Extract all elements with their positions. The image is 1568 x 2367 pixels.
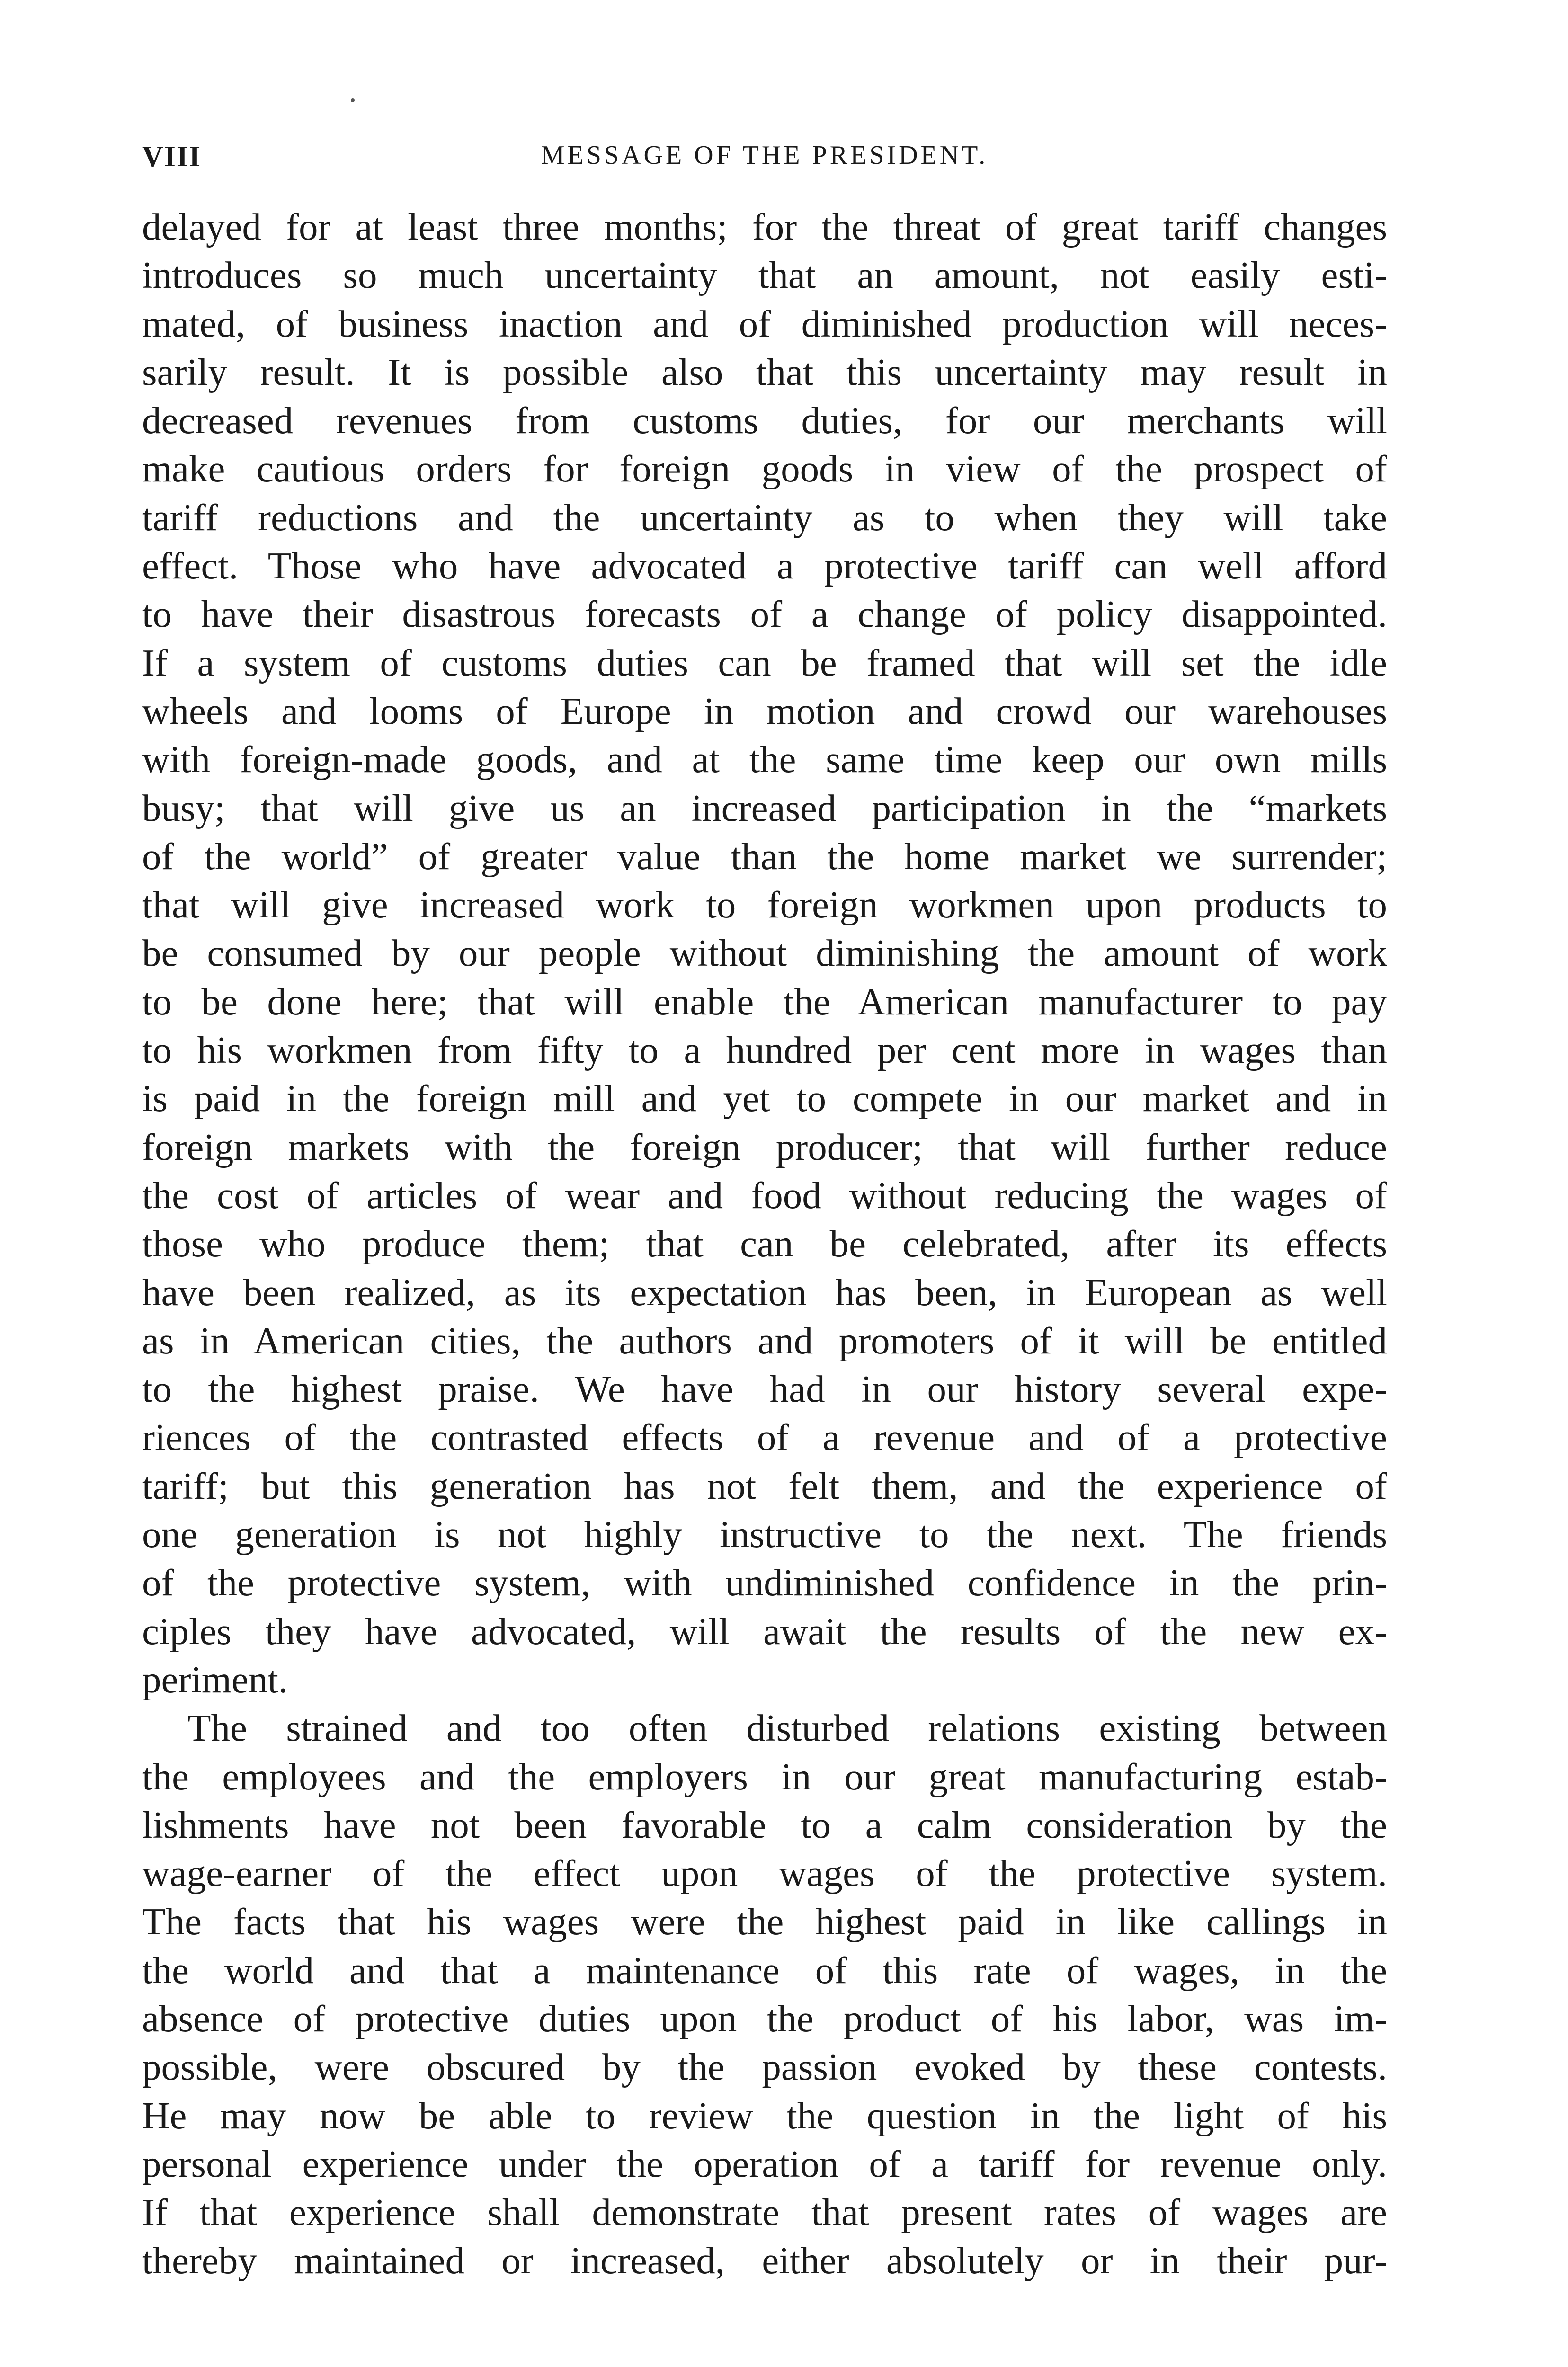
text-line: the employees and the employers in our great manufacturing estab-	[142, 1755, 1387, 1798]
text-line: to have their disastrous forecasts of a change of policy disappointed.	[142, 593, 1387, 636]
text-line: foreign markets with the foreign producer; that will further reduce	[142, 1125, 1387, 1168]
text-line: have been realized, as its expectation has been, in European as well	[142, 1271, 1387, 1314]
body-text	[142, 203, 1387, 2285]
text-line: delayed for at least three months; for the threat of great tariff changes	[142, 205, 1387, 248]
text-line: absence of protective duties upon the product of his labor, was im-	[142, 1997, 1387, 2040]
text-line: wage-earner of the effect upon wages of the protective system.	[142, 1852, 1387, 1895]
page-number: VIII	[142, 141, 202, 173]
running-head: MESSAGE OF THE PRESIDENT.	[541, 141, 989, 170]
text-line: possible, were obscured by the passion evoked by these contests.	[142, 2046, 1387, 2089]
ink-speck	[351, 98, 355, 102]
text-line: ciples they have advocated, will await the results of the new ex-	[142, 1610, 1387, 1653]
text-line: thereby maintained or increased, either absolutely or in their pur-	[142, 2239, 1387, 2282]
text-line: If that experience shall demonstrate that present rates of wages are	[142, 2191, 1387, 2234]
page-header	[142, 140, 1387, 178]
text-line: to the highest praise. We have had in our history several expe-	[142, 1368, 1387, 1411]
text-line: the cost of articles of wear and food without reducing the wages of	[142, 1174, 1387, 1217]
text-line: lishments have not been favorable to a calm consideration by the	[142, 1803, 1387, 1846]
text-line: wheels and looms of Europe in motion and crowd our warehouses	[142, 689, 1387, 732]
text-line: is paid in the foreign mill and yet to compete in our market and in	[142, 1077, 1387, 1120]
text-line: riences of the contrasted effects of a revenue and of a protective	[142, 1416, 1387, 1459]
text-line: be consumed by our people without diminishing the amount of work	[142, 932, 1387, 975]
text-line: If a system of customs duties can be framed that will set the idle	[142, 641, 1387, 684]
text-line: tariff reductions and the uncertainty as to when they will take	[142, 496, 1387, 539]
text-line: busy; that will give us an increased participation in the “markets	[142, 786, 1387, 829]
text-line: with foreign-made goods, and at the same time keep our own mills	[142, 738, 1387, 781]
text-line: of the protective system, with undiminished confidence in the prin-	[142, 1561, 1387, 1604]
text-line: sarily result. It is possible also that this uncertainty may result in	[142, 350, 1387, 393]
text-line: one generation is not highly instructive to the next. The friends	[142, 1513, 1387, 1556]
text-line: that will give increased work to foreign workmen upon products to	[142, 883, 1387, 926]
text-line: mated, of business inaction and of diminished production will neces-	[142, 302, 1387, 345]
text-line: periment.	[142, 1658, 288, 1701]
text-line: of the world” of greater value than the home market we surrender;	[142, 835, 1387, 878]
text-line: as in American cities, the authors and promoters of it will be entitled	[142, 1319, 1387, 1362]
text-line: those who produce them; that can be celebrated, after its effects	[142, 1222, 1387, 1265]
text-line: effect. Those who have advocated a protective tariff can well afford	[142, 544, 1387, 587]
text-line: personal experience under the operation of a tariff for revenue only.	[142, 2142, 1387, 2185]
text-line: the world and that a maintenance of this rate of wages, in the	[142, 1949, 1387, 1992]
text-line: He may now be able to review the question in the light of his	[142, 2094, 1387, 2137]
text-line: to be done here; that will enable the American manufacturer to pay	[142, 980, 1387, 1023]
text-line: make cautious orders for foreign goods in view of the prospect of	[142, 447, 1387, 490]
text-line: to his workmen from fifty to a hundred per cent more in wages than	[142, 1029, 1387, 1072]
text-line: The strained and too often disturbed relations existing between	[187, 1707, 1387, 1750]
text-line: The facts that his wages were the highest paid in like callings in	[142, 1900, 1387, 1943]
text-line: tariff; but this generation has not felt them, and the experience of	[142, 1464, 1387, 1507]
text-line: decreased revenues from customs duties, for our merchants will	[142, 399, 1387, 442]
text-line: introduces so much uncertainty that an amount, not easily esti-	[142, 254, 1387, 297]
